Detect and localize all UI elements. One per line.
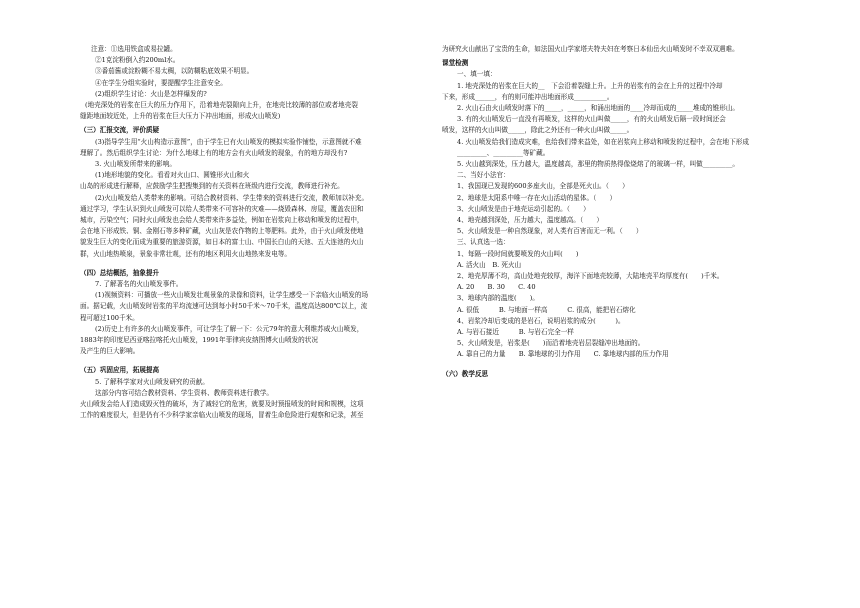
choose-q4: 4、岩浆冷却后变成的是岩石，说明岩浆的成分( )。 [457, 316, 625, 325]
fill-q1b: 下来，形成______，有的则可能冲出地面形成__________。 [442, 92, 614, 101]
section-4-title: （四）总结概括，抽象提升 [80, 268, 160, 277]
s4-line-1: 7. 了解著名的火山喷发事件。 [95, 280, 183, 289]
discussion-answer-1: (地壳深处的岩浆在巨大的压力作用下，沿着地壳裂隙向上升，在地壳比较薄的部位或者地壳裂 [85, 101, 358, 110]
right-column [442, 44, 782, 380]
choose-q5-options: A. 靠自己的力量 B. 靠地球的引力作用 C. 靠地球内部的压力作用 [457, 350, 669, 359]
judge-q5: 5、火山喷发是一种自然现象，对人类有百害而无一利。（ ） [457, 227, 643, 236]
fill-q1a: 1. 地壳深处的岩浆在巨大的__ 下会沿着裂缝上升。上升的岩浆有的会在上升的过程中冷却 [457, 81, 723, 90]
spacer [80, 260, 432, 265]
spacer [442, 361, 782, 366]
section-5-title: （五）巩固应用，拓展提高 [80, 366, 160, 375]
fill-q3a: 3. 有的火山喷发后一直没有再喷发，这样的火山叫做_____，有的火山喷发后隔一段时间还会 [457, 115, 726, 124]
judge-q1: 1、我国现已发现的600多座火山，全部是死火山。（ ） [457, 182, 629, 191]
fill-q4: 4. 火山喷发给我们造成灾难，也给我们带来益处，如在岩浆向上移动和喷发的过程中，会在地下形成_________、_________等矿藏。 [457, 137, 749, 157]
s3-line-8: 城市，污染空气；同时火山喷发也会给人类带来许多益处，例如在岩浆向上移动和喷发的过程中， [80, 216, 364, 225]
s3-line-5: 山岛的形成进行解释，应鼓励学生把搜集到的有关资料在班级内进行交流，教师进行补充。 [80, 182, 344, 191]
s4-line-7: 及产生的巨大影响。 [80, 347, 140, 356]
s5-line-1: 5. 了解科学家对火山喷发研究的贡献。 [95, 377, 209, 386]
reflection-title: （六）教学反思 [442, 369, 489, 378]
s3-line-4: (1)地形地貌的变化。看看对火山口、圆锥形火山和火 [95, 171, 250, 180]
s3-line-10: 貌发生巨大的变化而成为重要的旅游资源，如日本的富士山、中国长白山的天池、五大连池的火山 [80, 238, 364, 247]
intro-text: 为研究火山献出了宝贵的生命，如法国火山学家塔夫特夫妇在考察日本仙岳火山喷发时不幸双双遇难。 [442, 45, 739, 53]
note-2: ②1克淀粉倒入约200ml水。 [95, 56, 180, 65]
choose-q2-options: A. 20 B. 30 C. 40 [457, 283, 536, 292]
s3-line-7: 通过学习，学生认识到火山喷发可以给人类带来不可容补的灾难——烧毁森林、房屋，覆盖农田和 [80, 204, 364, 213]
judge-q2: 2、地球是太阳系中唯一存在火山活动的星体。（ ） [457, 193, 617, 202]
choose-title: 三、认真选一选： [457, 238, 510, 247]
note-3: ③番茄酱或淀粉糊不易太稠，以防糊粘底效果不明显。 [95, 67, 254, 76]
fill-title: 一、填一填： [457, 70, 497, 79]
choose-q4-options: A. 与岩石接近 B. 与岩石完全一样 [457, 328, 574, 337]
s3-line-2: 理解了。然后组织学生讨论：为什么地球上有的地方会有火山喷发的现象，有的地方却没有? [80, 148, 348, 157]
s4-line-2: (1)视频资料：可播放一些火山喷发壮观景象的录像和资料，让学生感受一下亲临火山喷发的场 [95, 291, 369, 300]
s5-line-4: 工作的难度很大，但是仍有不少科学家亲临火山喷发的现场，冒着生命危险进行观察和记录，甚至 [80, 411, 364, 420]
note-1: 注意：①选用铁盒或易拉罐。 [91, 45, 177, 53]
section-3-title: （三）汇报交流，评价质疑 [80, 126, 160, 135]
judge-q3: 3、火山喷发是由于地壳运动引起的。（ ） [457, 204, 590, 213]
test-heading: 课堂检测 [442, 59, 469, 68]
s3-line-11: 群，火山地热喷泉，景象非常壮观，还有的地区利用火山地热来发电等。 [80, 249, 291, 258]
choose-q2: 2、地壳厚薄不均，高山处地壳较厚，海洋下面地壳较薄，大陆地壳平均厚度有( )千米。 [457, 272, 724, 281]
s5-line-2: 这部分内容可结合教材资料、学生资料、教师资料进行教学。 [95, 388, 274, 397]
s3-line-6: (2)火山喷发给人类带来的影响。可结合教材资料、学生带来的资料进行交流，教师加以补充。 [95, 193, 369, 202]
judge-q4: 4、地壳越到深处，压力越大，温度越高。（ ） [457, 216, 603, 225]
note-4: ④在学生分组实验时，要提醒学生注意安全。 [95, 78, 227, 87]
s3-line-3: 3. 火山喷发所带来的影响。 [95, 160, 176, 169]
choose-q3-options: A. 很低 B. 与地面一样高 C. 很高，能把岩石熔化 [457, 305, 636, 314]
fill-q2: 2. 火山石由火山喷发时落下的_____，_____，和涌出地面的____冷却而成的_____堆成的锥形山。 [457, 104, 740, 113]
judge-title: 二、当好小法官： [457, 171, 510, 180]
discussion-question: (2)组织学生讨论：火山是怎样爆发的? [95, 89, 207, 98]
fill-q5: 5. 火山越到深处，压力越大，温度越高，那里的物质热得像烧熔了的玻璃一样，叫做_________。 [457, 160, 740, 169]
s3-line-9: 会在地下形成铁、铜、金刚石等多种矿藏，火山灰是农作物的上等肥料。此外，由于火山喷发使地 [80, 227, 364, 236]
spacer [80, 357, 432, 362]
s3-line-1: (3)指导学生用“火山构造示意图”，由于学生已有火山喷发的模拟实验作铺垫，示意图就不难 [95, 137, 362, 146]
left-column [80, 44, 432, 422]
s4-line-5: (2)历史上有许多的火山喷发事件，可让学生了解一下：公元79年的意大利维苏威火山喷发， [95, 324, 364, 333]
fill-q3b: 喷发，这样的火山叫做_____，除此之外还有一种火山叫做_____。 [442, 126, 634, 135]
s4-line-3: 面。据记载，火山喷发时岩浆的平均流速可达到每小时50千米～70千米，温度高达800℃以上，流 [80, 302, 368, 311]
discussion-answer-2: 缝距地面较近处，上升的岩浆在巨大压力下冲出地面，形成火山喷发) [80, 112, 281, 121]
choose-q1-options: A. 活火山 B. 死火山 [457, 260, 522, 269]
s4-line-6: 1883年的印度尼西亚喀拉喀托火山喷发，1991年菲律宾皮纳图博火山喷发的状况 [80, 336, 318, 345]
s4-line-4: 程可超过100千米。 [80, 313, 139, 322]
choose-q1: 1、每隔一段时间就要喷发的火山叫( ) [457, 249, 579, 258]
choose-q5: 5、火山喷发是，岩浆是( )而沿着地壳岩层裂缝冲出地面的。 [457, 339, 645, 348]
s5-line-3: 火山喷发会给人们造成毁灭性的破坏，为了减轻它的危害，就要及时预报喷发的时间和规模，这项 [80, 400, 364, 409]
choose-q3: 3、地球内部的温度( )。 [457, 294, 539, 303]
